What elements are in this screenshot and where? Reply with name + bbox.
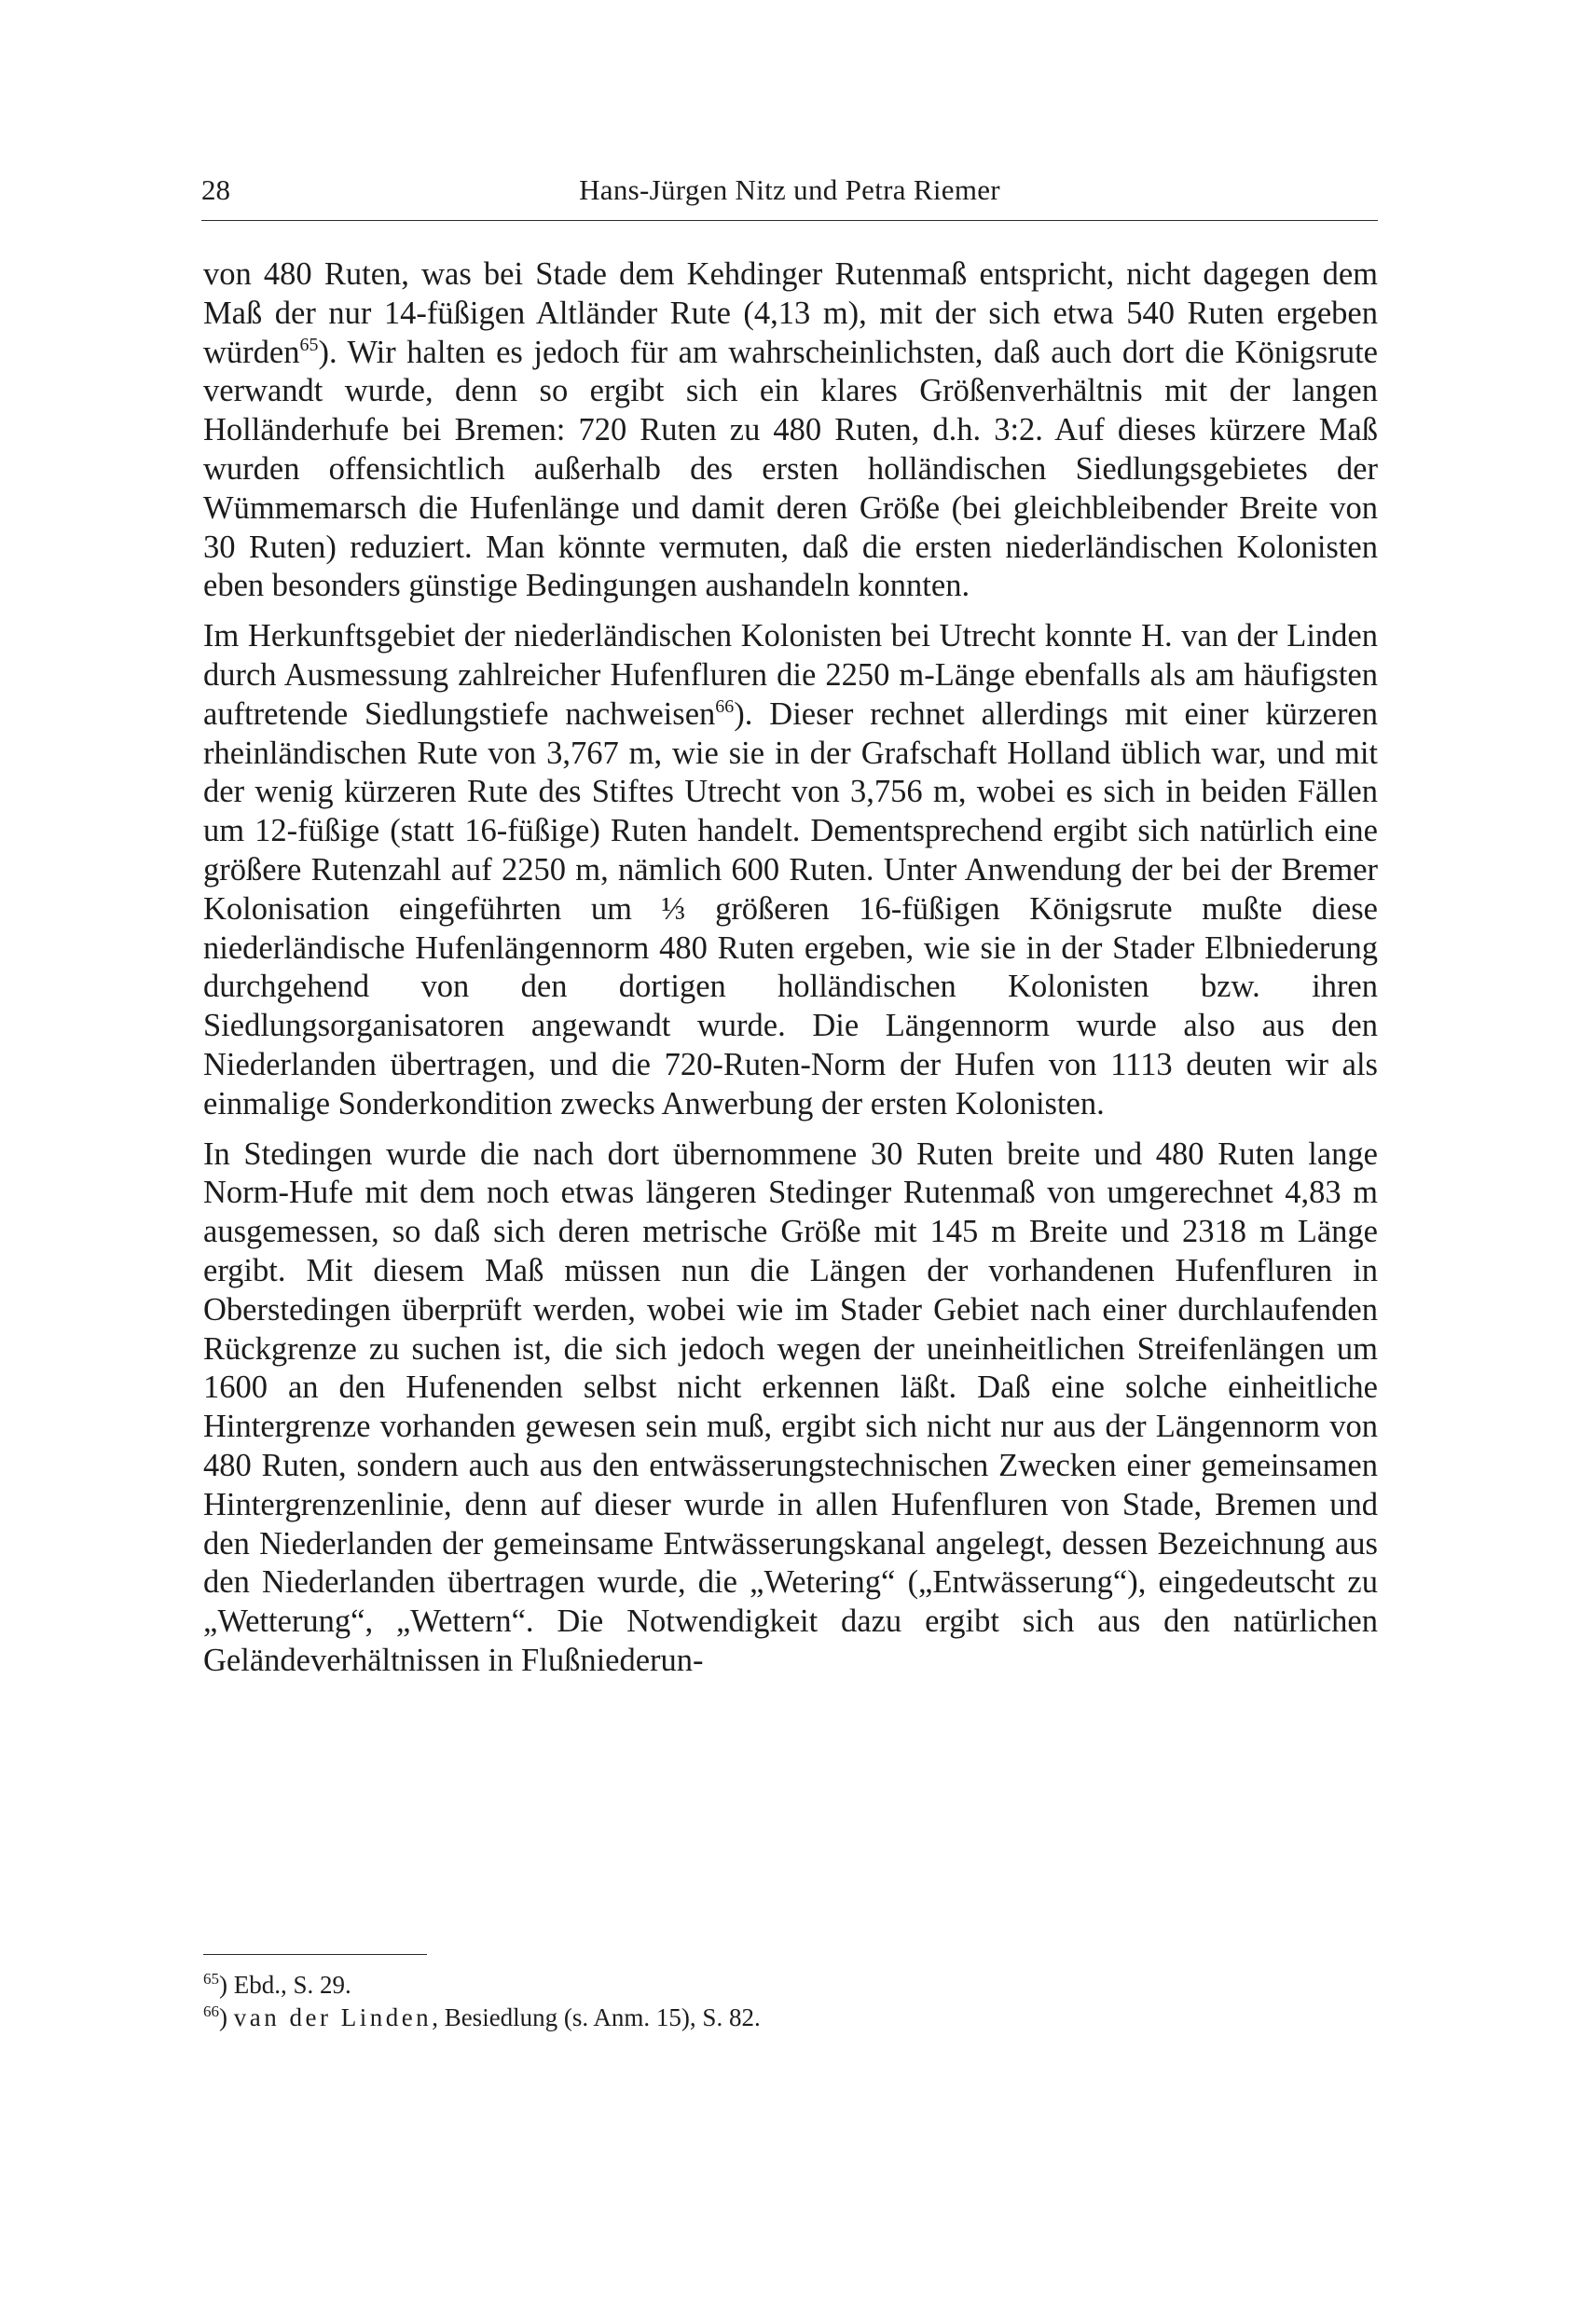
footnote-rule	[203, 1954, 427, 1955]
footnote: $^{66}$) van der Linden, Besiedlung (s. Anm. 15), S. 82.	[203, 2002, 761, 2031]
footnote-ref[interactable]: 66	[715, 695, 735, 717]
footnote: $^{65}$) Ebd., S. 29.	[203, 1970, 351, 1999]
footnote-number: 66	[203, 2002, 219, 2020]
page-header	[201, 170, 1378, 216]
footnote-number: 65	[203, 1970, 219, 1988]
footnote-author: van der Linden	[233, 2003, 433, 2031]
running-head: Hans-Jürgen Nitz und Petra Riemer	[579, 173, 1000, 206]
page-number: 28	[201, 173, 230, 206]
paragraph: von 480 Ruten, was bei Stade dem Kehdinger Rutenmaß entspricht, nicht dagegen dem Maß der nur 14-füßigen Altländer Rute (4,13 m), mit der sich etwa 540 Ruten ergeben würden$^{65}$). Wir halten es jedoch für am wahrscheinlichsten, daß auch dort die Königsrute verwandt wurde, denn so ergibt sich ein klares Größenverhältnis mit der langen Holländerhufe bei Bremen: 720 Ruten zu 480 Ruten, d.h. 3:2. Auf dieses kürzere Maß wurden offensichtlich außerhalb des ersten holländischen Siedlungsgebietes der Wümmemarsch die Hufenlänge und damit deren Größe (bei gleichbleibender Breite von 30 Ruten) reduziert. Man könnte vermuten, daß die ersten niederländischen Kolonisten eben besonders günstige Bedingungen aushandeln konnten.	[203, 256, 1378, 604]
paragraph: Im Herkunftsgebiet der niederländischen Kolonisten bei Utrecht konnte H. van der Linden durch Ausmessung zahlreicher Hufenfluren die 2250 m-Länge ebenfalls als am häufigsten auftretende Siedlungstiefe nachweisen$^{66}$). Dieser rechnet allerdings mit einer kürzeren rheinländischen Rute von 3,767 m, wie sie in der Grafschaft Holland üblich war, und mit der wenig kürzeren Rute des Stiftes Utrecht von 3,756 m, wobei es sich in beiden Fällen um 12-füßige (statt 16-füßige) Ruten handelt. Dementsprechend ergibt sich natürlich eine größere Rutenzahl auf 2250 m, nämlich 600 Ruten. Unter Anwendung der bei der Bremer Kolonisation eingeführten um ⅓ größeren 16-füßigen Königsrute mußte diese niederländische Hufenlängennorm 480 Ruten ergeben, wie sie in der Stader Elbniederung durchgehend von den dortigen holländischen Kolonisten bzw. ihren Siedlungsorganisatoren angewandt wurde. Die Längennorm wurde also aus den Niederlanden übertragen, und die 720-Ruten-Norm der Hufen von 1113 deuten wir als einmalige Sonderkondition zwecks Anwerbung der ersten Kolonisten.	[203, 618, 1378, 1122]
footnotes	[203, 1969, 1378, 2034]
header-rule	[201, 220, 1378, 221]
footnote-ref[interactable]: 65	[299, 334, 319, 355]
body-text	[203, 255, 1378, 1681]
paragraph: In Stedingen wurde die nach dort übernommene 30 Ruten breite und 480 Ruten lange Norm-Hufe mit dem noch etwas längeren Stedinger Rutenmaß von umgerechnet 4,83 m ausgemessen, so daß sich deren metrische Größe mit 145 m Breite und 2318 m Länge ergibt. Mit diesem Maß müssen nun die Längen der vorhandenen Hufenfluren in Oberstedingen überprüft werden, wobei wie im Stader Gebiet nach einer durchlaufenden Rückgrenze zu suchen ist, die sich jedoch wegen der uneinheitlichen Streifenlängen um 1600 an den Hufenenden selbst nicht erkennen läßt. Daß eine solche einheitliche Hintergrenze vorhanden gewesen sein muß, ergibt sich nicht nur aus der Längennorm von 480 Ruten, sondern auch aus den entwässerungstechnischen Zwecken einer gemeinsamen Hintergrenzenlinie, denn auf dieser wurde in allen Hufenfluren von Stade, Bremen und den Niederlanden der gemeinsame Entwässerungskanal angelegt, dessen Bezeichnung aus den Niederlanden übertragen wurde, die „Wetering“ („Entwässerung“), eingedeutscht zu „Wetterung“, „Wettern“. Die Notwendigkeit dazu ergibt sich aus den natürlichen Geländeverhältnissen in Flußniederun-	[203, 1135, 1378, 1678]
